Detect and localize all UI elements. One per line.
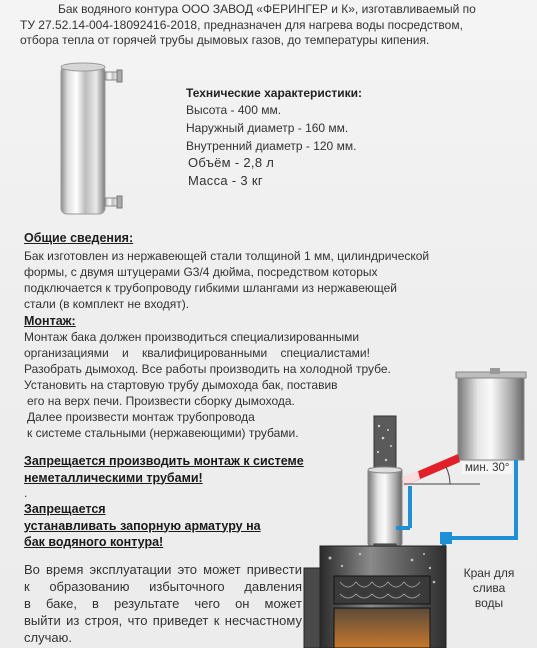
spec-height: Высота - 400 мм. — [186, 103, 282, 117]
mounting-heading: Монтаж: — [24, 314, 76, 328]
intro-paragraph — [20, 2, 525, 49]
intro-line: ТУ 27.52.14-004-18092416-2018, предназначен для нагрева воды посредством, — [20, 17, 463, 32]
mounting-line: его на верх печи. Произвести сборку дымохода. — [27, 394, 295, 408]
operation-note — [24, 561, 302, 646]
tap-label-line: воды — [474, 596, 504, 610]
hot-pipe — [402, 454, 460, 486]
general-paragraph — [24, 248, 502, 312]
note-line: выйти из строя, что приведет к несчастному — [24, 613, 302, 628]
warning-line: бак водяного контура! — [24, 535, 164, 549]
mounting-line: организациями и квалифицированными специалистами! — [24, 346, 370, 360]
note-line: Во время эксплуатации это может привести — [24, 562, 302, 577]
warning-line: неметаллическими трубами! — [24, 470, 203, 485]
tap-label-line: слива — [472, 581, 506, 595]
tap-label-line: Кран для — [463, 566, 515, 580]
general-line: стали (в комплект не входят). — [24, 297, 190, 311]
drain-tap-label — [458, 566, 520, 611]
stove — [304, 546, 446, 648]
intro-line: Бак водяного контура ООО ЗАВОД «ФЕРИНГЕР и К», изготавливаемый по — [58, 2, 476, 16]
spec-outer-diameter: Наружный диаметр - 160 мм. — [186, 121, 349, 135]
warning-line: Запрещается производить монтаж к системе — [24, 454, 304, 468]
general-line: формы, с двумя штуцерами G3/4 дюйма, посредством которых — [24, 265, 378, 279]
note-line: в баке, в результате чего он может — [24, 596, 302, 611]
mounting-line: к системе стальными (нержавеющими) трубами. — [27, 426, 299, 440]
note-line: к образованию избыточного давления — [24, 579, 302, 594]
mounting-line: Установить на стартовую трубу дымохода бак, поставив — [24, 378, 338, 392]
mounting-line: Монтаж бака должен производиться специализированными — [24, 330, 360, 344]
general-heading: Общие сведения: — [24, 231, 134, 245]
mounting-line: Далее произвести монтаж трубопровода — [27, 410, 255, 424]
general-line: Бак изготовлен из нержавеющей стали толщиной 1 мм, цилиндрической — [24, 249, 430, 263]
spec-volume: Объём - 2,8 л — [188, 155, 275, 170]
hot-water-tank — [456, 368, 526, 460]
warning-line: Запрещается — [24, 502, 106, 516]
warning-nonmetal-pipes — [24, 453, 304, 486]
general-line: подключается к трубопроводу гибкими шлангами из нержавеющей — [24, 281, 398, 295]
specs-title: Технические характеристики: — [186, 86, 363, 100]
note-line: случаю. — [24, 630, 72, 645]
warning-shutoff-valves — [24, 501, 261, 551]
warning-line: устанавливать запорную арматуру на — [24, 518, 261, 533]
angle-label: мин. 30° — [462, 462, 512, 474]
tank-illustration — [55, 60, 125, 220]
spec-mass: Масса - 3 кг — [188, 173, 263, 188]
mounting-line: Разобрать дымоход. Все работы производить на холодной трубе. — [24, 362, 391, 376]
spec-inner-diameter: Внутренний диаметр - 120 мм. — [186, 139, 357, 153]
stray-dot: . — [24, 486, 28, 500]
intro-line: отбора тепла от горячей трубы дымовых газов, до температуры кипения. — [20, 33, 430, 47]
